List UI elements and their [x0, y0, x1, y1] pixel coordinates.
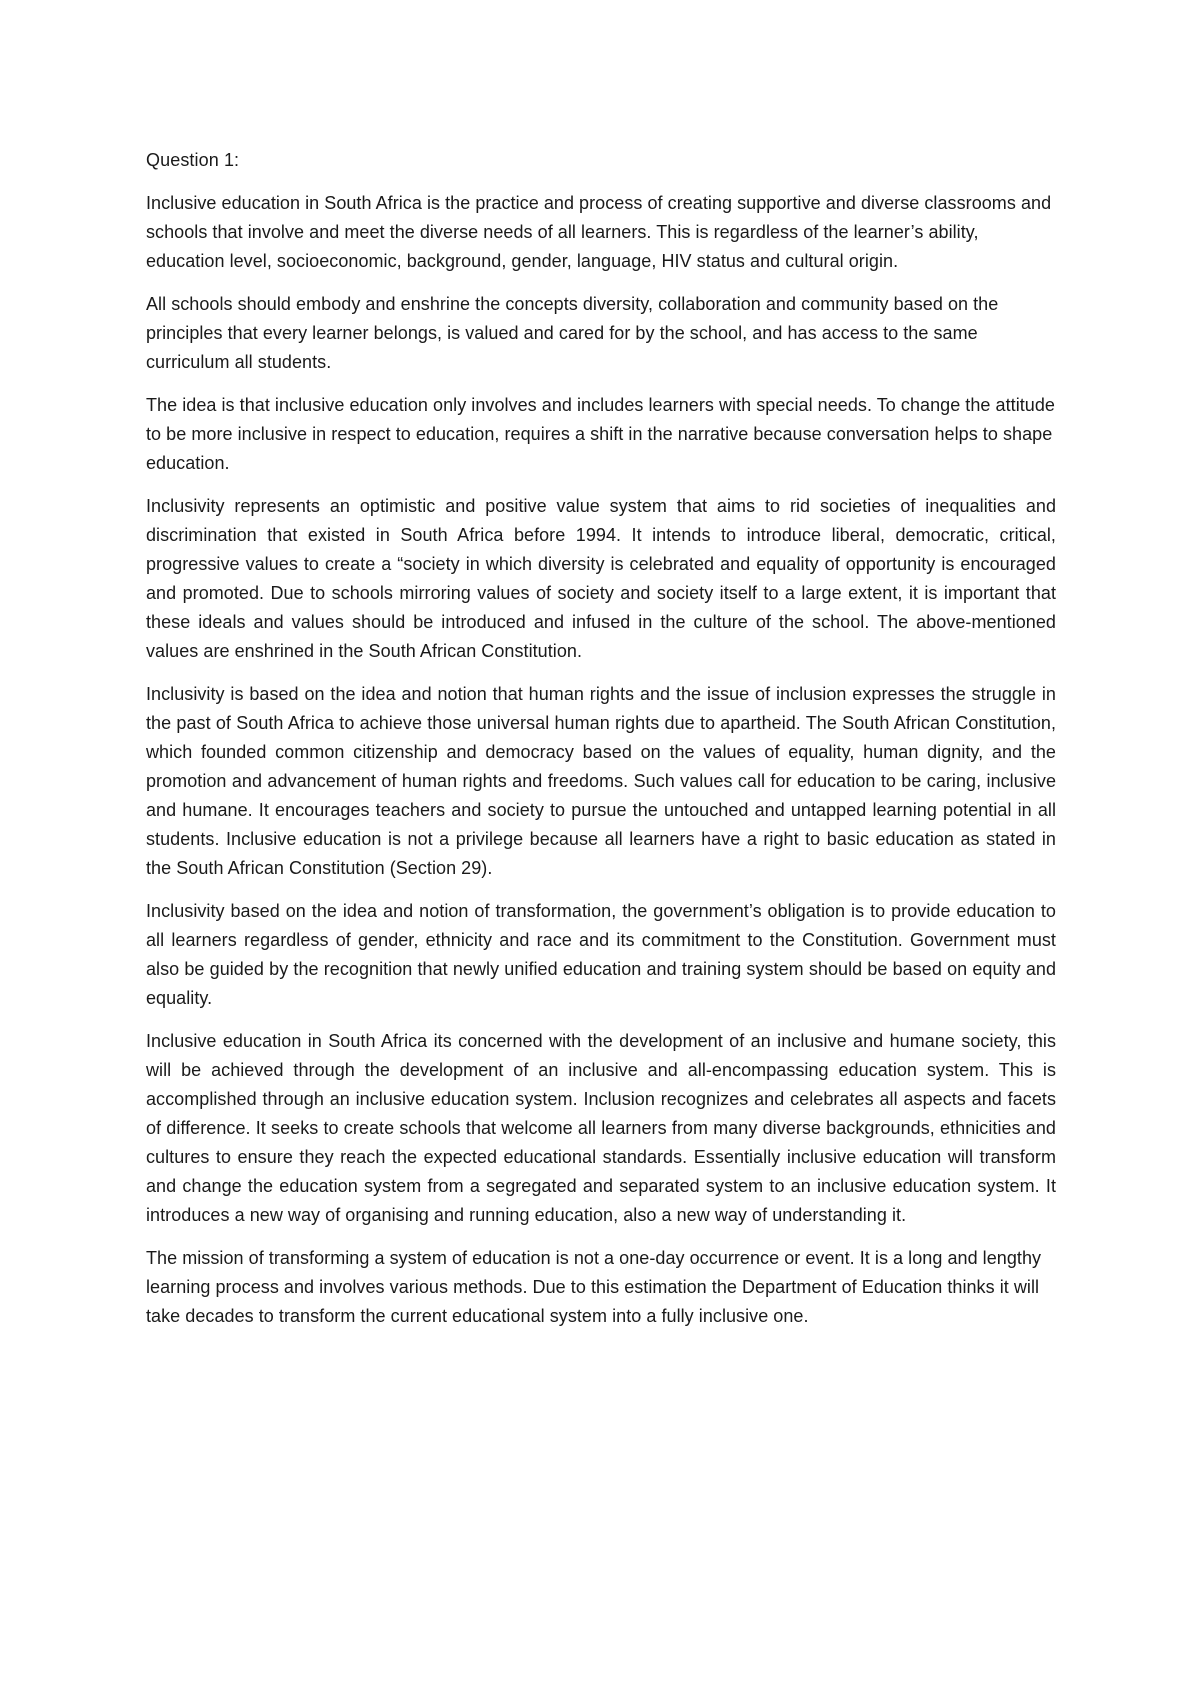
paragraph-transformation: Inclusivity based on the idea and notion of transformation, the government’s obligation is to provide education to all learners regardless of gender, ethnicity and race and its commitment to the Constitution. Government must also be guided by the recognition that newly unified education and training system should be based on equity and equality. [146, 901, 1056, 1008]
question-heading: Question 1: [146, 150, 240, 170]
document-page [146, 146, 1056, 1345]
paragraph-definition: Inclusive education in South Africa is the practice and process of creating supportive and diverse classrooms and schools that involve and meet the diverse needs of all learners. This is regardless of the learner’s ability, education level, socioeconomic, background, gender, language, HIV status and cultural origin. [146, 193, 1052, 271]
paragraph-human-rights: Inclusivity is based on the idea and notion that human rights and the issue of inclusion expresses the struggle in the past of South Africa to achieve those universal human rights due to apartheid. The South African Constitution, which founded common citizenship and democracy based on the values of equality, human dignity, and the promotion and advancement of human rights and freedoms. Such values call for education to be caring, inclusive and humane. It encourages teachers and society to pursue the untouched and untapped learning potential in all students. Inclusive education is not a privilege because all learners have a right to basic education as stated in the South African Constitution (Section 29). [146, 684, 1056, 878]
paragraph-value-system: Inclusivity represents an optimistic and positive value system that aims to rid societies of inequalities and discrimination that existed in South Africa before 1994. It intends to introduce liberal, democratic, critical, progressive values to create a “society in which diversity is celebrated and equality of opportunity is encouraged and promoted. Due to schools mirroring values of society and society itself to a large extent, it is important that these ideals and values should be introduced and infused in the culture of the school. The above-mentioned values are enshrined in the South African Constitution. [146, 496, 1056, 661]
paragraph-mission: The mission of transforming a system of education is not a one-day occurrence or event. It is a long and lengthy learning process and involves various methods. Due to this estimation the Department of Education thinks it will take decades to transform the current educational system into a fully inclusive one. [146, 1248, 1042, 1326]
paragraph-idea: The idea is that inclusive education only involves and includes learners with special needs. To change the attitude to be more inclusive in respect to education, requires a shift in the narrative because conversation helps to shape education. [146, 395, 1055, 473]
paragraph-schools: All schools should embody and enshrine the concepts diversity, collaboration and community based on the principles that every learner belongs, is valued and cared for by the school, and has access to the same curriculum all students. [146, 294, 999, 372]
paragraph-humane-society: Inclusive education in South Africa its concerned with the development of an inclusive and humane society, this will be achieved through the development of an inclusive and all-encompassing education system. This is accomplished through an inclusive education system. Inclusion recognizes and celebrates all aspects and facets of difference. It seeks to create schools that welcome all learners from many diverse backgrounds, ethnicities and cultures to ensure they reach the expected educational standards. Essentially inclusive education will transform and change the education system from a segregated and separated system to an inclusive education system. It introduces a new way of organising and running education, also a new way of understanding it. [146, 1031, 1056, 1225]
